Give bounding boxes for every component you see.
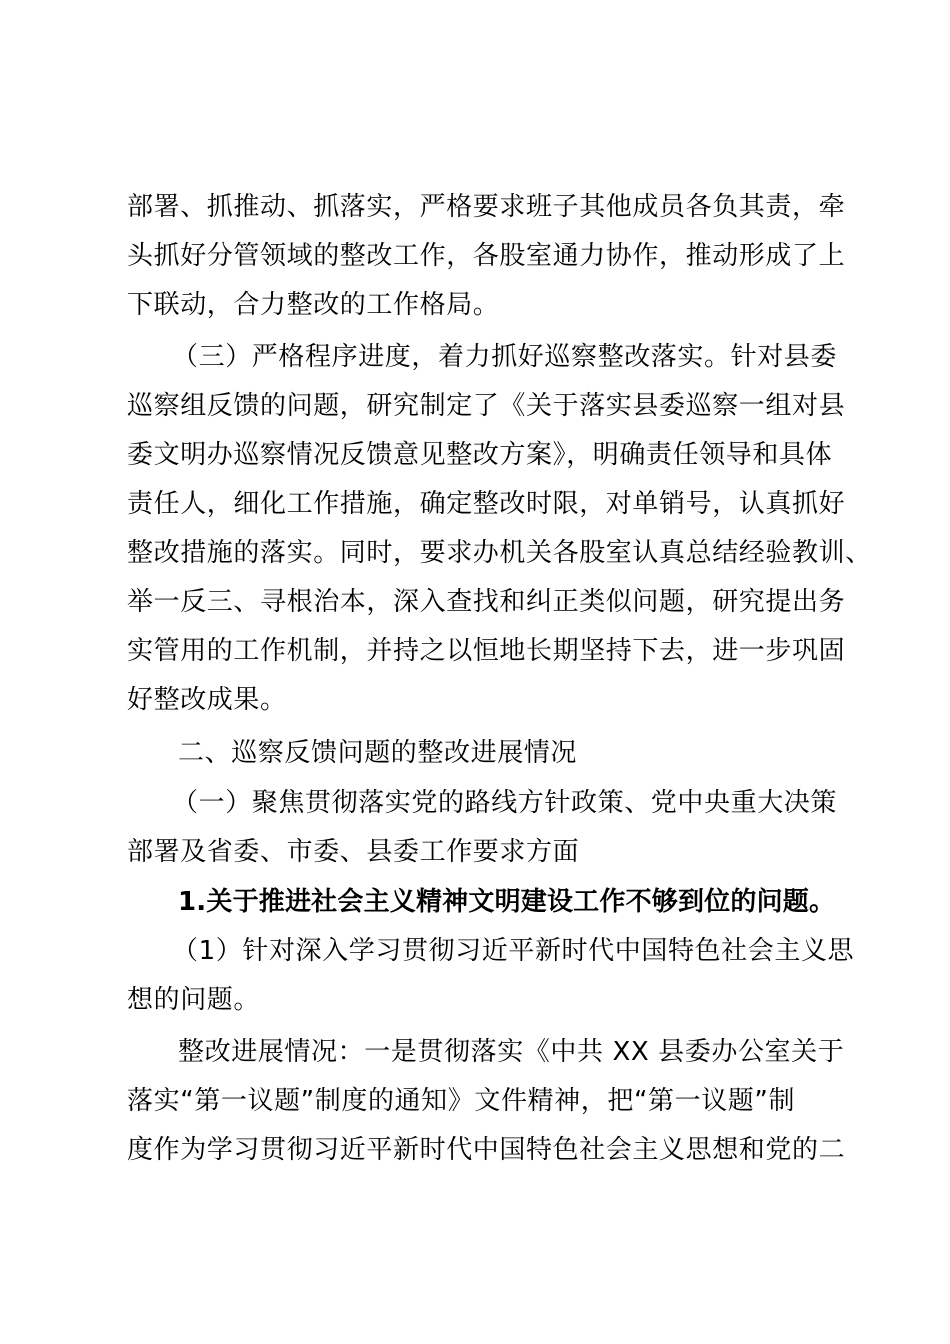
body-text-line: 下联动，合力整改的工作格局。	[127, 290, 500, 320]
body-text-line: 落实“第一议题”制度的通知》文件精神，把“第一议题”制	[127, 1086, 796, 1116]
body-text-line: 举一反三、寻根治本，深入查找和纠正类似问题，研究提出务	[127, 587, 846, 617]
body-text-line: 度作为学习贯彻习近平新时代中国特色社会主义思想和党的二	[127, 1135, 846, 1165]
body-text-line: 想的问题。	[127, 985, 261, 1015]
body-text-line: 整改进展情况：一是贯彻落实《中共 XX 县委办公室关于	[178, 1037, 845, 1067]
body-text-line: 好整改成果。	[127, 685, 287, 715]
body-text-line: 整改措施的落实。同时，要求办机关各股室认真总结经验教训、	[127, 538, 872, 568]
subsection-heading-line: （一）聚焦贯彻落实党的路线方针政策、党中央重大决策	[172, 788, 838, 818]
bold-item-heading: 1.关于推进社会主义精神文明建设工作不够到位的问题。	[178, 887, 836, 917]
body-text-line: 部署及省委、市委、县委工作要求方面	[127, 837, 580, 867]
body-text-line: 巡察组反馈的问题，研究制定了《关于落实县委巡察一组对县	[127, 391, 846, 421]
body-text-line: 实管用的工作机制，并持之以恒地长期坚持下去，进一步巩固	[127, 636, 846, 666]
body-text-line: （1）针对深入学习贯彻习近平新时代中国特色社会主义思	[172, 936, 855, 966]
body-text-line: 部署、抓推动、抓落实，严格要求班子其他成员各负其责，牵	[127, 192, 846, 222]
section-heading-line: 二、巡察反馈问题的整改进展情况	[178, 738, 578, 768]
section-heading-line: （三）严格程序进度，着力抓好巡察整改落实。针对县委	[172, 342, 838, 372]
body-text-line: 责任人，细化工作措施，确定整改时限，对单销号，认真抓好	[127, 489, 846, 519]
body-text-line: 委文明办巡察情况反馈意见整改方案》，明确责任领导和具体	[127, 440, 833, 470]
body-text-line: 头抓好分管领域的整改工作，各股室通力协作，推动形成了上	[127, 241, 846, 271]
